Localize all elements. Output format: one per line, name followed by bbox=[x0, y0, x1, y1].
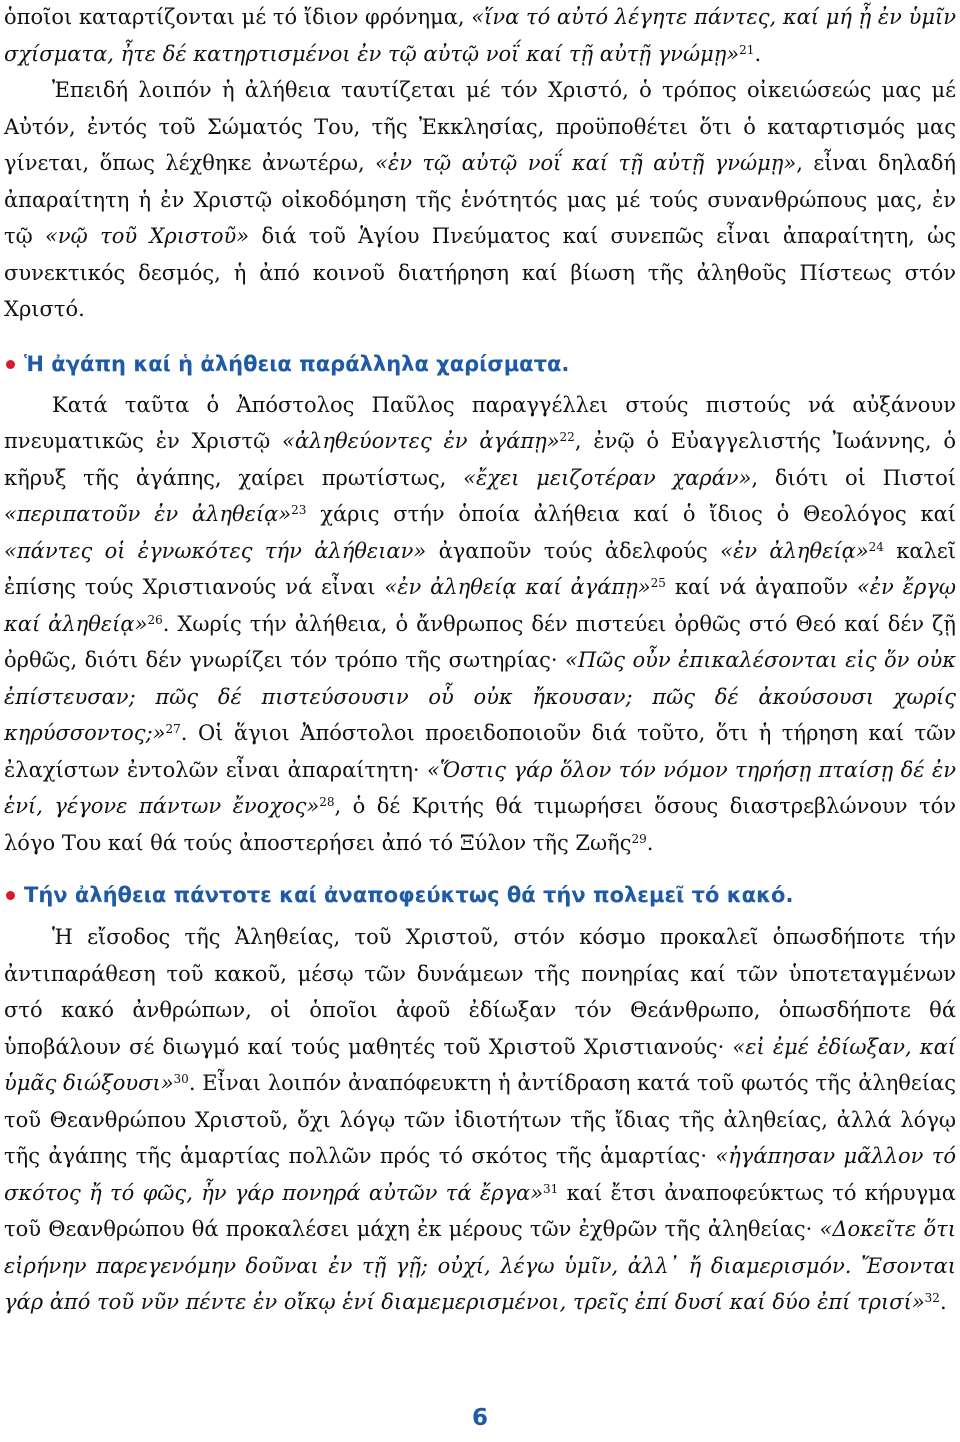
text-run: . Χωρίς τήν ἀλήθεια, ὁ ἄνθρωπος δέν πιστεύει ὀρθῶς στό Θεό καί δέν ζῇ ὀρθῶς, διότι δέν γνωρίζει τόν τρόπο τῆς σωτηρίας· bbox=[4, 611, 957, 672]
page-number: 6 bbox=[471, 1405, 488, 1431]
footnote-ref: 26 bbox=[147, 612, 163, 627]
footnote-ref: 30 bbox=[173, 1072, 189, 1086]
text-run: χάρις στήν ὁποία ἀλήθεια καί ὁ ἴδιος ὁ Θεολόγος καί bbox=[306, 502, 956, 526]
quote: «νῷ τοῦ Χριστοῦ» bbox=[45, 224, 250, 248]
quote: «ἐν τῷ αὐτῷ νοΐ καί τῇ αὐτῇ γνώμῃ» bbox=[375, 151, 797, 175]
footnote-ref: 25 bbox=[650, 576, 666, 590]
footnote-ref: 31 bbox=[543, 1181, 559, 1196]
text-run: διά τοῦ Ἁγίου Πνεύματος καί συνεπῶς εἶναι ἀπαραίτητη, ὡς συνεκτικός δεσμός, ἡ ἀπό κοινοῦ διατήρηση καί βίωση τῆς ἀληθοῦς Πίστεως στόν Χριστό. bbox=[4, 224, 957, 321]
footnote-ref: 32 bbox=[924, 1291, 940, 1305]
paragraph-truth-christ bbox=[4, 72, 956, 328]
bullet-icon bbox=[6, 891, 15, 900]
text-run: . bbox=[646, 830, 654, 855]
footnote-ref: 22 bbox=[559, 430, 575, 444]
quote: «περιπατοῦν ἐν ἀληθείᾳ» bbox=[4, 502, 292, 526]
quote: «ἐν ἀληθείᾳ καί ἀγάπῃ» bbox=[384, 575, 651, 599]
text-run: καί ἔτσι ἀναποφεύκτως τό κήρυγμα τοῦ Θεανθρώπου θά προκαλέσει μάχη ἐκ μέρους τῶν ἐχθρῶν τῆς ἀληθείας· bbox=[4, 1180, 956, 1241]
quote: «ἵνα τό αὐτό λέγητε πάντες, καί μή ᾖ ἐν ὑμῖν σχίσματα, ἦτε δέ κατηρτισμένοι ἐν τῷ αὐτῷ νοΐ καί τῇ αὐτῇ γνώμῃ» bbox=[4, 5, 956, 66]
section-heading-love-truth bbox=[4, 352, 956, 376]
quote: «ἐν ἀληθείᾳ» bbox=[720, 538, 869, 563]
text-run: ὁποῖοι καταρτίζονται μέ τό ἴδιον φρόνημα, bbox=[4, 5, 472, 29]
text-run: . Εἶναι λοιπόν ἀναπόφευκτη ἡ ἀντίδραση κατά τοῦ φωτός τῆς ἀληθείας τοῦ Θεανθρώπου Χριστοῦ, ὄχι λόγῳ τῶν ἰδιοτήτων τῆς ἴδιας τῆς ἀληθείας, ἀλλά λόγῳ τῆς ἀγάπης τῆς ἁμαρτίας πολλῶν πρός τό σκότος τῆς ἁμαρτίας· bbox=[4, 1071, 956, 1168]
text-run: Ἐπειδή λοιπόν ἡ ἀλήθεια ταυτίζεται μέ τόν Χριστό, ὁ τρόπος οἰκειώσεώς μας μέ Αὐτόν, ἐντός τοῦ Σώματός Του, τῆς Ἐκκλησίας, προϋποθέτει ὅτι ὁ καταρτισμός μας γίνεται, ὅπως λέχθηκε ἀνωτέρω, bbox=[4, 78, 956, 175]
footnote-ref: 29 bbox=[631, 831, 647, 846]
text-run: Ἡ εἴσοδος τῆς Ἀληθείας, τοῦ Χριστοῦ, στόν κόσμο προκαλεῖ ὁπωσδήποτε τήν ἀντιπαράθεση τοῦ κακοῦ, μέσῳ τῶν δυνάμεων τῆς πονηρίας καί τῶν ὑποτεταγμένων στό κακό ἀνθρώπων, οἱ ὁποῖοι ἀφοῦ ἐδίωξαν τόν Θεάνθρωπο, ὁπωσδήποτε θά ὑποβάλουν σέ διωγμό καί τούς μαθητές τοῦ Χριστοῦ Χριστιανούς· bbox=[4, 925, 956, 1059]
text-run: . bbox=[939, 1290, 947, 1314]
text-run: καλεῖ ἐπίσης τούς Χριστιανούς νά εἶναι bbox=[4, 538, 957, 599]
quote: «εἰ ἐμέ ἐδίωξαν, καί ὑμᾶς διώξουσι» bbox=[4, 1034, 956, 1095]
quote: «Ὅστις γάρ ὅλον τόν νόμον τηρήσῃ πταίσῃ δέ ἐν ἑνί, γέγονε πάντων ἔνοχος» bbox=[4, 757, 956, 818]
text-run: , διότι οἱ Πιστοί bbox=[751, 465, 956, 490]
text-run: , ὁ δέ Κριτής θά τιμωρήσει ὅσους διαστρεβλώνουν τόν λόγο Του καί θά τούς ἀποστερήσει ἀπό τό Ξύλον τῆς Ζωῆς bbox=[4, 794, 956, 855]
paragraph-apostle-paul bbox=[4, 387, 956, 862]
bullet-icon bbox=[6, 360, 15, 369]
text-run: . bbox=[754, 41, 762, 66]
footnote-ref: 23 bbox=[291, 503, 307, 517]
paragraph-entrance-of-truth bbox=[4, 919, 956, 1321]
quote: «Πῶς οὖν ἐπικαλέσονται εἰς ὅν οὐκ ἐπίστευσαν; πῶς δέ πιστεύσουσιν οὗ οὐκ ἤκουσαν; πῶς δέ ἀκούσουσι χωρίς κηρύσσοντος;» bbox=[4, 648, 956, 745]
quote: «ἠγάπησαν μᾶλλον τό σκότος ἤ τό φῶς, ἦν γάρ πονηρά αὐτῶν τά ἔργα» bbox=[4, 1144, 956, 1205]
heading-text: Ἡ ἀγάπη καί ἡ ἀλήθεια παράλληλα χαρίσματα. bbox=[24, 351, 570, 376]
footnote-ref: 24 bbox=[868, 539, 884, 554]
text-run: , εἶναι δηλαδή ἀπαραίτητη ἡ ἐν Χριστῷ οἰκοδόμηση τῆς ἑνότητός μας μέ τούς συνανθρώπους μας, ἐν τῷ bbox=[4, 151, 956, 248]
quote: «πάντες οἱ ἐγνωκότες τήν ἀλήθειαν» bbox=[4, 538, 427, 563]
text-run: . Οἱ ἅγιοι Ἀπόστολοι προειδοποιοῦν διά τοῦτο, ὅτι ἡ τήρηση καί τῶν ἐλαχίστων ἐντολῶν εἶναι ἀπαραίτητη· bbox=[4, 721, 956, 782]
quote: «ἀληθεύοντες ἐν ἀγάπῃ» bbox=[282, 429, 560, 453]
footnote-ref: 27 bbox=[165, 722, 181, 736]
quote: «ἔχει μειζοτέραν χαράν» bbox=[463, 465, 752, 490]
quote: «ἐν ἔργῳ καί ἀληθείᾳ» bbox=[4, 575, 956, 636]
text-run: Κατά ταῦτα ὁ Ἀπόστολος Παῦλος παραγγέλλει στούς πιστούς νά αὐξάνουν πνευματικῶς ἐν Χριστῷ bbox=[4, 392, 956, 453]
text-run: ἀγαποῦν τούς ἀδελφούς bbox=[426, 538, 721, 563]
text-run: , ἐνῷ ὁ Εὐαγγελιστής Ἰωάννης, ὁ κῆρυξ τῆς ἀγάπης, χαίρει πρωτίστως, bbox=[4, 429, 956, 490]
paragraph-continuation bbox=[4, 0, 956, 72]
text-run: καί νά ἀγαποῦν bbox=[665, 575, 857, 599]
section-heading-evil-fights-truth bbox=[4, 883, 956, 907]
heading-text: Τήν ἀλήθεια πάντοτε καί ἀναποφεύκτως θά τήν πολεμεῖ τό κακό. bbox=[24, 883, 794, 907]
quote: «Δοκεῖτε ὅτι εἰρήνην παρεγενόμην δοῦναι ἐν τῇ γῇ; οὐχί, λέγω ὑμῖν, ἀλλ᾽ ἤ διαμερισμόν. Ἔσονται γάρ ἀπό τοῦ νῦν πέντε ἐν οἴκῳ ἑνί διαμεμερισμένοι, τρεῖς ἐπί δυσί καί δύο ἐπί τρισί» bbox=[4, 1217, 956, 1314]
footnote-ref: 21 bbox=[739, 42, 755, 57]
footnote-ref: 28 bbox=[319, 795, 335, 809]
